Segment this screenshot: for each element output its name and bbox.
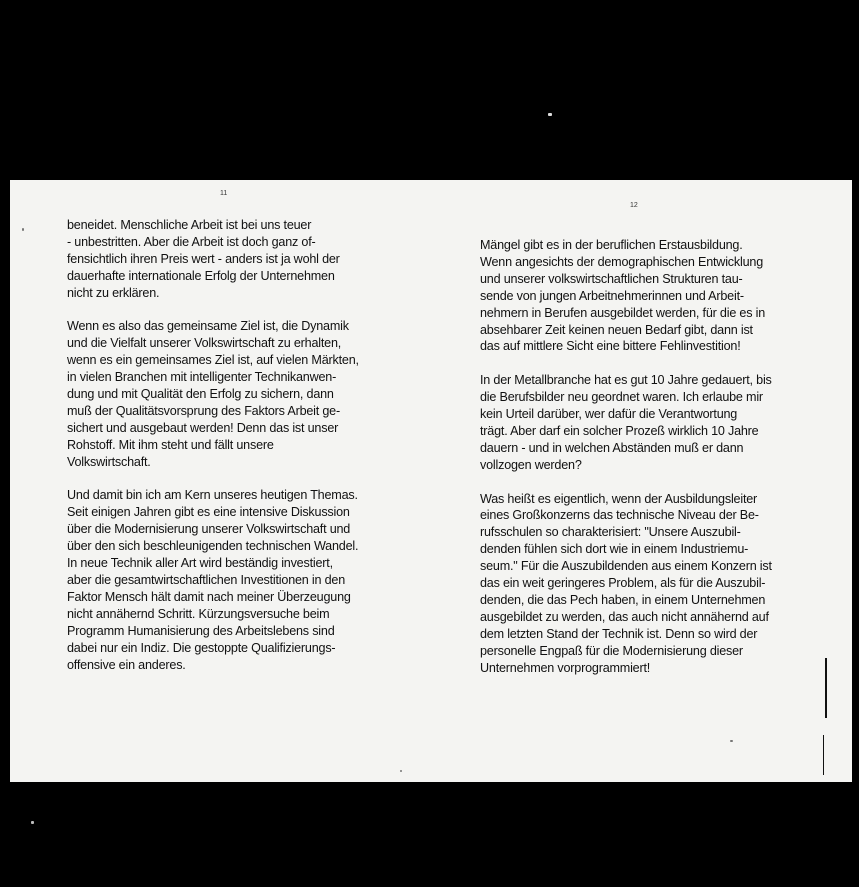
- document-spread: [10, 180, 852, 782]
- left-page-text: [67, 217, 367, 690]
- scan-edge-mark: [825, 658, 827, 718]
- right-paragraph-3: Was heißt es eigentlich, wenn der Ausbildungsleiter eines Großkonzerns das technische Niveau der Be- rufsschulen so charakterisiert: "Unsere Auszubil- denden fühlen sich dort wie in einem Industriemu- seum." Für die Auszubildenden aus einem Konzern ist das ein weit geringeres Problem, als für die Auszubil- denden, die das Pech haben, in einem Unternehmen ausgebildet zu werden, das auch nicht annähernd auf dem letzten Stand der Technik ist. Denn so wird der personelle Engpaß für die Modernisierung dieser Unternehmen vorprogrammiert!: [480, 491, 772, 675]
- right-paragraph-1: Mängel gibt es in der beruflichen Erstausbildung. Wenn angesichts der demographischen Entwicklung und unserer volkswirtschaftlichen Strukturen tau- sende von jungen Arbeitnehmerinnen und Arbeit- nehmern in Berufen ausgebildet werden, für die es in absehbarer Zeit keinen neuen Bedarf gibt, dann ist das auf mittlere Sicht eine bittere Fehlinvestition!: [480, 238, 766, 354]
- right-page-number: 12: [630, 202, 638, 209]
- left-paragraph-3: Und damit bin ich am Kern unseres heutigen Themas. Seit einigen Jahren gibt es eine intensive Diskussion über die Modernisierung unserer Volkswirtschaft und über den sich beschleunigenden technischen Wandel. In neue Technik aller Art wird beständig investiert, aber die gesamtwirtschaftlichen Investitionen in den Faktor Mensch hält damit nach meiner Überzeugung nicht annähernd Schritt. Kürzungsversuche beim Programm Humanisierung des Arbeitslebens sind dabei nur ein Indiz. Die gestoppte Qualifizierungs- offensive ein anderes.: [67, 488, 359, 672]
- scan-edge-mark: [823, 735, 824, 775]
- right-page-text: [480, 237, 792, 693]
- scan-speck: [400, 770, 402, 772]
- left-paragraph-1: beneidet. Menschliche Arbeit ist bei uns teuer - unbestritten. Aber die Arbeit ist doch ganz of- fensichtlich ihren Preis wert - anders ist ja wohl der dauerhafte internationale Erfolg der Unternehmen nicht zu erklären.: [67, 218, 340, 300]
- left-page-number: 11: [220, 190, 228, 197]
- scan-speck: [31, 821, 34, 824]
- scan-speck: [22, 228, 24, 231]
- scan-speck: [730, 740, 733, 742]
- right-paragraph-2: In der Metallbranche hat es gut 10 Jahre gedauert, bis die Berufsbilder neu geordnet waren. Ich erlaube mir kein Urteil darüber, wer dafür die Verantwortung trägt. Aber darf ein solcher Prozeß wirklich 10 Jahre dauern - und in welchen Abständen muß er dann vollzogen werden?: [480, 373, 772, 472]
- left-paragraph-2: Wenn es also das gemeinsame Ziel ist, die Dynamik und die Vielfalt unserer Volkswirtschaft zu erhalten, wenn es ein gemeinsames Ziel ist, auf vielen Märkten, in vielen Branchen mit intelligenter Technikanwen- dung und mit Qualität den Erfolg zu sichern, dann muß der Qualitätsvorsprung des Faktors Arbeit ge- sichert und ausgebaut werden! Denn das ist unser Rohstoff. Mit ihm steht und fällt unsere Volkswirtschaft.: [67, 319, 359, 469]
- scan-speck: [548, 113, 552, 116]
